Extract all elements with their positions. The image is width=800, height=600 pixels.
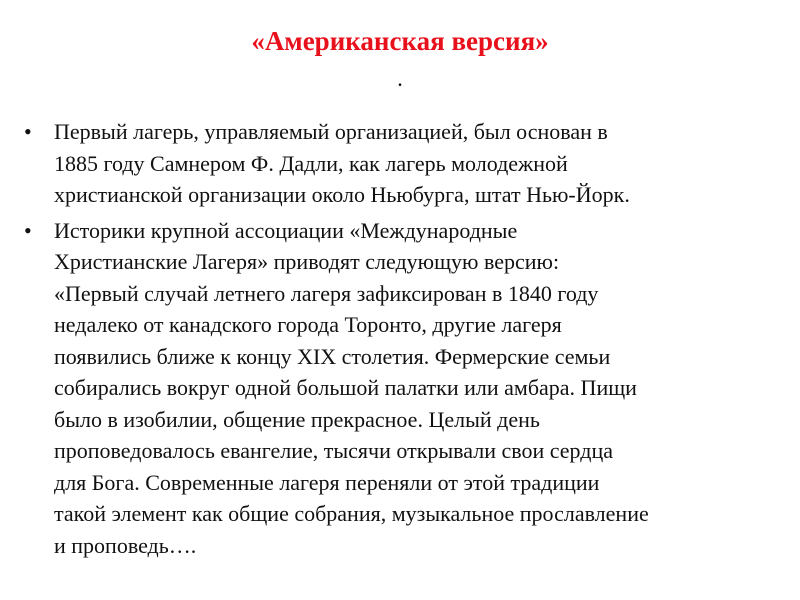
bullet-text-line: «Первый случай летнего лагеря зафиксирован в 1840 году	[54, 280, 599, 306]
bullet-text-line: для Бога. Современные лагеря переняли от этой традиции	[54, 469, 600, 495]
bullet-text-line: собирались вокруг одной большой палатки или амбара. Пищи	[54, 375, 637, 400]
slide-title: «Американская версия»	[251, 26, 549, 56]
bullet-text-line: христианской организации около Ньюбурга, штат Нью-Йорк.	[54, 182, 630, 207]
bullet-item	[22, 215, 787, 562]
bullet-text-line: 1885 году Самнером Ф. Дадли, как лагерь молодежной	[54, 150, 568, 176]
bullet-text-line: Христианские Лагеря» приводят следующую версию:	[54, 249, 560, 274]
bullet-icon: •	[24, 119, 32, 144]
bullet-icon: •	[24, 217, 32, 243]
bullet-text-line: появились ближе к концу XIX столетия. Фермерские семьи	[54, 343, 611, 369]
bullet-text-line: было в изобилии, общение прекрасное. Целый день	[54, 406, 540, 432]
bullet-text-line: такой элемент как общие собрания, музыкальное прославление	[54, 501, 649, 526]
bullet-text-line: и проповедь….	[54, 532, 197, 558]
bullet-list	[22, 116, 787, 565]
bullet-text-line: проповедовалось евангелие, тысячи открывали свои сердца	[54, 438, 614, 463]
bullet-item	[22, 116, 787, 211]
bullet-text-line: Первый лагерь, управляемый организацией, был основан в	[54, 119, 608, 144]
bullet-text-line: Историки крупной ассоциации «Международные	[54, 217, 518, 243]
title-dot: .	[397, 66, 403, 91]
bullet-text-line: недалеко от канадского города Торонто, другие лагеря	[54, 312, 562, 337]
